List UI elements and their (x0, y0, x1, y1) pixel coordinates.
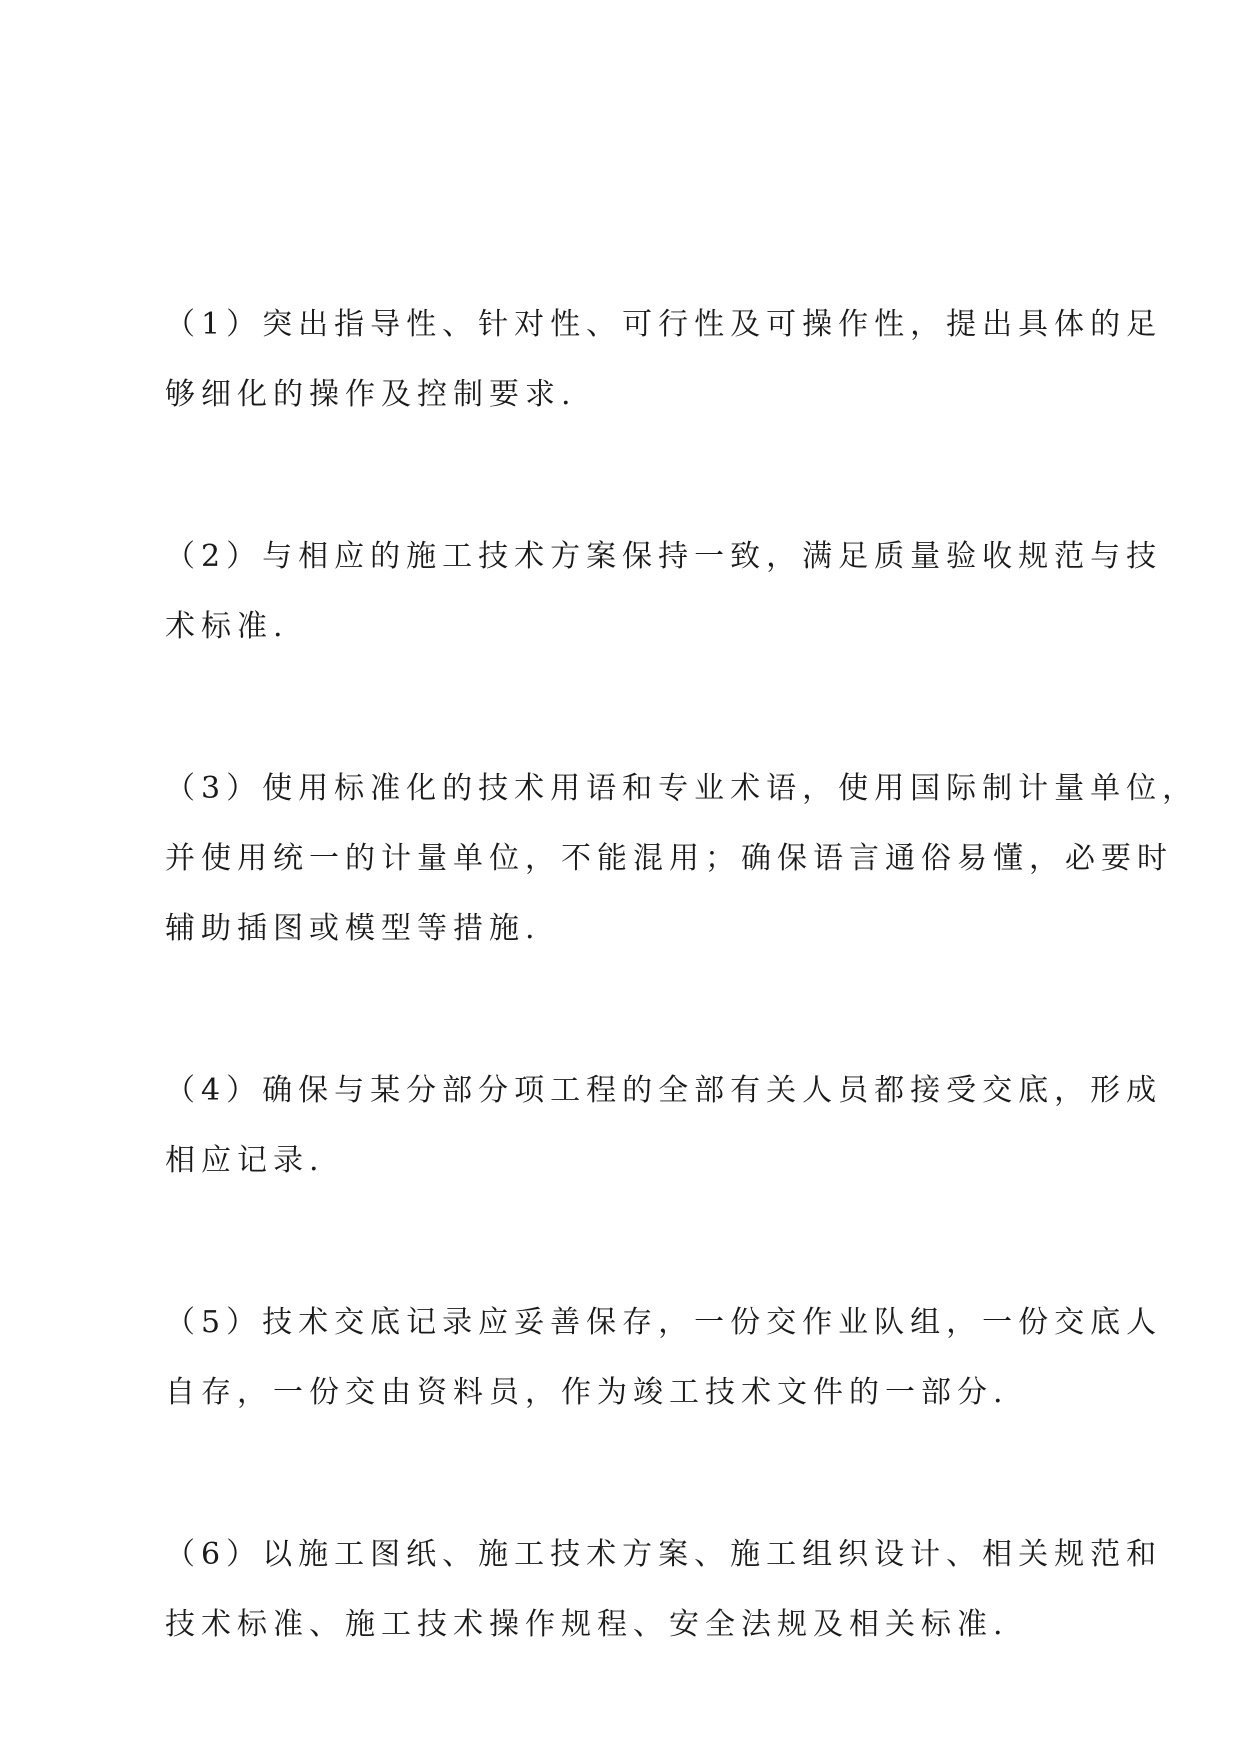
paragraph-line: 辅助插图或模型等措施. (165, 911, 541, 946)
paragraph-line: 相应记录. (165, 1143, 325, 1178)
paragraph-2 (165, 522, 1163, 662)
paragraph-line: 自存，一份交由资料员，作为竣工技术文件的一部分. (165, 1375, 1009, 1410)
paragraph-line: （4）确保与某分部分项工程的全部有关人员都接受交底，形成 (165, 1073, 1163, 1108)
paragraph-5 (165, 1288, 1163, 1428)
paragraph-1 (165, 290, 1163, 430)
paragraph-line: 够细化的操作及控制要求. (165, 377, 577, 412)
paragraph-line: 技术标准、施工技术操作规程、安全法规及相关标准. (165, 1607, 1009, 1642)
paragraph-line: （2）与相应的施工技术方案保持一致，满足质量验收规范与技 (165, 539, 1163, 574)
paragraph-line: （6）以施工图纸、施工技术方案、施工组织设计、相关规范和 (165, 1537, 1163, 1572)
paragraph-line: 术标准. (165, 609, 289, 644)
paragraph-line: （1）突出指导性、针对性、可行性及可操作性，提出具体的足 (165, 307, 1163, 342)
paragraph-6 (165, 1520, 1163, 1660)
paragraph-line: （5）技术交底记录应妥善保存，一份交作业队组，一份交底人 (165, 1305, 1163, 1340)
document-body (165, 290, 1199, 1752)
paragraph-3 (165, 754, 1199, 964)
paragraph-4 (165, 1056, 1163, 1196)
paragraph-line: 并使用统一的计量单位，不能混用；确保语言通俗易懂，必要时 (165, 841, 1173, 876)
paragraph-line: （3）使用标准化的技术用语和专业术语，使用国际制计量单位， (165, 771, 1199, 806)
